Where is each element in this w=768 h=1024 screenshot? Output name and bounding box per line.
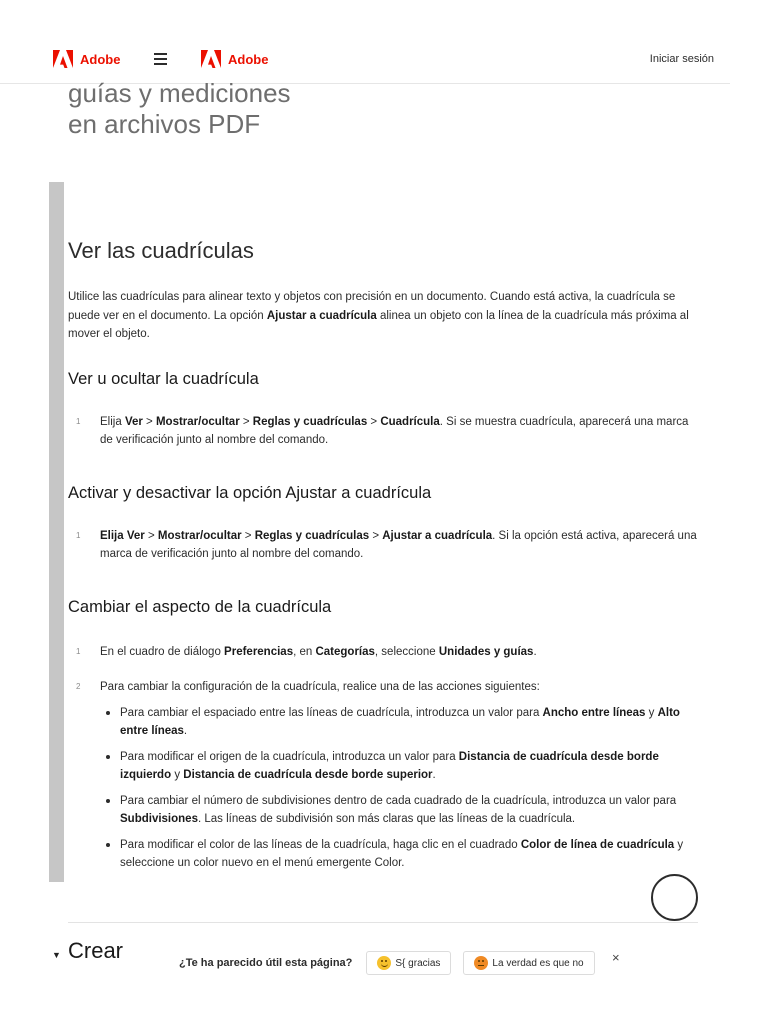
scroll-down-arrow-icon[interactable]: ▼ [52,950,61,960]
left-scroll-rail[interactable] [49,182,64,882]
site-header [0,0,730,84]
adobe-logo-icon-2 [201,50,221,68]
step-number: 1 [76,646,81,656]
section-divider [68,922,698,923]
list-item: Para modificar el color de las líneas de la cuadrícula, haga clic en el cuadrado Color de línea de cuadrícula y seleccione un color nuevo en el menú emergente Color. [120,836,698,873]
step-number: 2 [76,682,81,691]
feedback-no-button[interactable] [463,951,594,975]
signin-link[interactable]: Iniciar sesión [649,53,714,65]
sub-title-ver-ocultar: Ver u ocultar la cuadrícula [68,369,259,388]
adobe-logo-icon [53,50,73,68]
floating-circle-button[interactable] [651,874,698,921]
list-item: Para cambiar el número de subdivisiones dentro de cada cuadrado de la cuadrícula, introduzca un valor para Subdivisiones. Las líneas de subdivisión son más claras que las líneas de la cuadrícula. [120,792,698,829]
sub-title-aspecto: Cambiar el aspecto de la cuadrícula [68,597,332,616]
smiley-sad-icon [474,956,488,970]
options-list [68,704,698,873]
feedback-no-label: La verdad es que no [492,957,584,969]
adobe-brand-label: Adobe [80,51,121,67]
feedback-bar [179,951,595,975]
step-item: 1 Elija Ver > Mostrar/ocultar > Reglas y cuadrículas > Ajustar a cuadrícula. Si la opción está activa, aparecerá una marca de verificación junto al nombre del comando. [68,527,698,564]
hamburger-menu-icon[interactable] [154,53,167,65]
list-item: Para modificar el origen de la cuadrícula, introduzca un valor para Distancia de cuadrícula desde borde izquierdo y Distancia de cuadrícula desde borde superior. [120,748,698,785]
page-title: guías y mediciones en archivos PDF [68,78,291,139]
sub-title-ajustar: Activar y desactivar la opción Ajustar a cuadrícula [68,483,432,502]
feedback-yes-button[interactable] [366,951,451,975]
step-item: 2 Para cambiar la configuración de la cuadrícula, realice una de las acciones siguientes: [68,678,698,697]
adobe-logo-link[interactable] [53,50,120,68]
step-item: 1 Elija Ver > Mostrar/ocultar > Reglas y cuadrículas > Cuadrícula. Si se muestra cuadrícula, aparecerá una marca de verificación junto al nombre del comando. [68,413,698,450]
smiley-happy-icon [377,956,391,970]
close-icon[interactable]: × [612,950,620,965]
list-item: Para cambiar el espaciado entre las líneas de cuadrícula, introduzca un valor para Ancho entre líneas y Alto entre líneas. [120,704,698,741]
intro-paragraph: Utilice las cuadrículas para alinear texto y objetos con precisión en un documento. Cuando está activa, la cuadrícula se puede ver en el documento. La opción Ajustar a cuadrícula alinea un objeto con la línea de la cuadrícula más próxima al mover el objeto. [68,291,689,340]
adobe-brand-label-2: Adobe [228,51,269,67]
next-section-title: Crear [68,938,124,963]
section-title: Ver las cuadrículas [68,238,254,263]
adobe-home-link[interactable] [201,50,268,68]
step-number: 1 [76,530,81,540]
feedback-question: ¿Te ha parecido útil esta página? [179,957,353,969]
feedback-yes-label: S{ gracias [395,957,441,969]
step-number: 1 [76,416,81,426]
step-item: 1 En el cuadro de diálogo Preferencias, en Categorías, seleccione Unidades y guías. [68,643,698,662]
main-content [68,238,698,880]
